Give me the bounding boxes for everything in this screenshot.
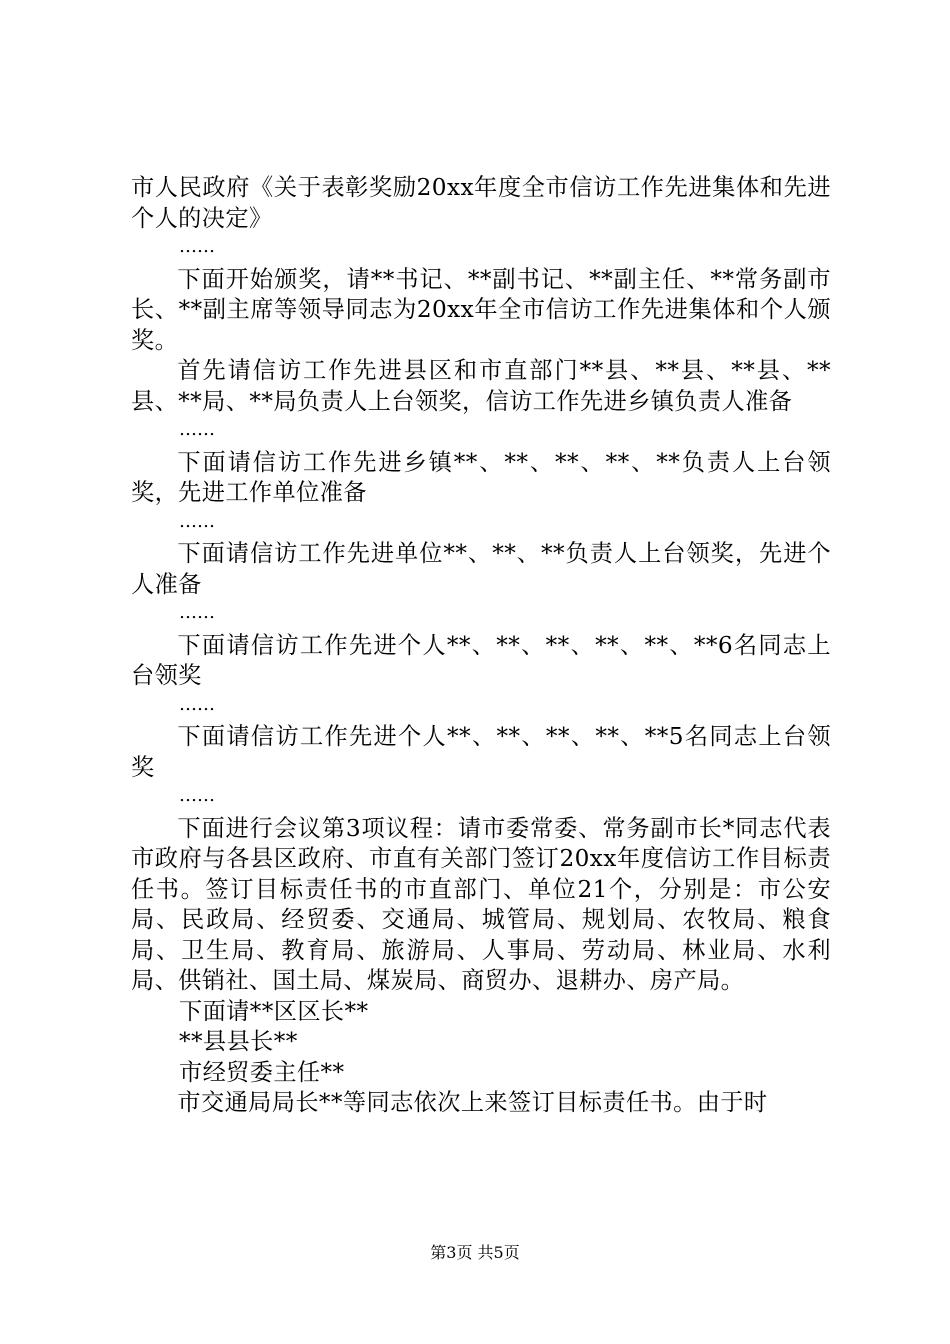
signer-line-county: **县县长** [179, 1028, 298, 1055]
individual-award-paragraph-2: 下面请信访工作先进个人**、**、**、**、**5名同志上台领奖 [131, 723, 831, 781]
page-number-footer: 第3页 共5页 [430, 1243, 520, 1262]
county-award-paragraph: 首先请信访工作先进县区和市直部门**县、**县、**县、**县、**局、**局负责人上台领奖，信访工作先进乡镇负责人准备 [131, 357, 831, 415]
township-award-paragraph: 下面请信访工作先进乡镇**、**、**、**、**负责人上台领奖，先进工作单位准备 [131, 448, 831, 506]
signer-line-district: 下面请**区区长** [179, 997, 369, 1025]
unit-award-paragraph: 下面请信访工作先进单位**、**、**负责人上台领奖，先进个人准备 [131, 540, 831, 598]
agenda-item-3-paragraph: 下面进行会议第3项议程：请市委常委、常务副市长*同志代表市政府与各县区政府、市直有关部门签订20xx年度信访工作目标责任书。签订目标责任书的市直部门、单位21个，分别是：市公安局、民政局、经贸委、交通局、城管局、规划局、农牧局、粮食局、卫生局、教育局、旅游局、人事局、劳动局、林业局、水利局、供销社、国土局、煤炭局、商贸办、退耕办、房产局。 [131, 814, 831, 994]
ellipsis-line: …… [179, 510, 215, 532]
document-body [131, 173, 831, 1119]
ellipsis-line: …… [179, 693, 215, 715]
decision-title-paragraph: 市人民政府《关于表彰奖励20xx年度全市信访工作先进集体和先进个人的决定》 [131, 174, 831, 232]
ellipsis-line: …… [179, 236, 215, 257]
signing-paragraph: 市交通局局长**等同志依次上来签订目标责任书。由于时 [177, 1089, 768, 1116]
ellipsis-line: …… [179, 602, 215, 623]
ellipsis-line: …… [179, 785, 215, 806]
ellipsis-line: …… [179, 419, 215, 440]
award-opening-paragraph: 下面开始颁奖，请**书记、**副书记、**副主任、**常务副市长、**副主席等领导同志为20xx年全市信访工作先进集体和个人颁奖。 [131, 265, 831, 354]
signer-line-trade: 市经贸委主任** [179, 1058, 345, 1086]
individual-award-paragraph-1: 下面请信访工作先进个人**、**、**、**、**、**6名同志上台领奖 [131, 631, 831, 689]
